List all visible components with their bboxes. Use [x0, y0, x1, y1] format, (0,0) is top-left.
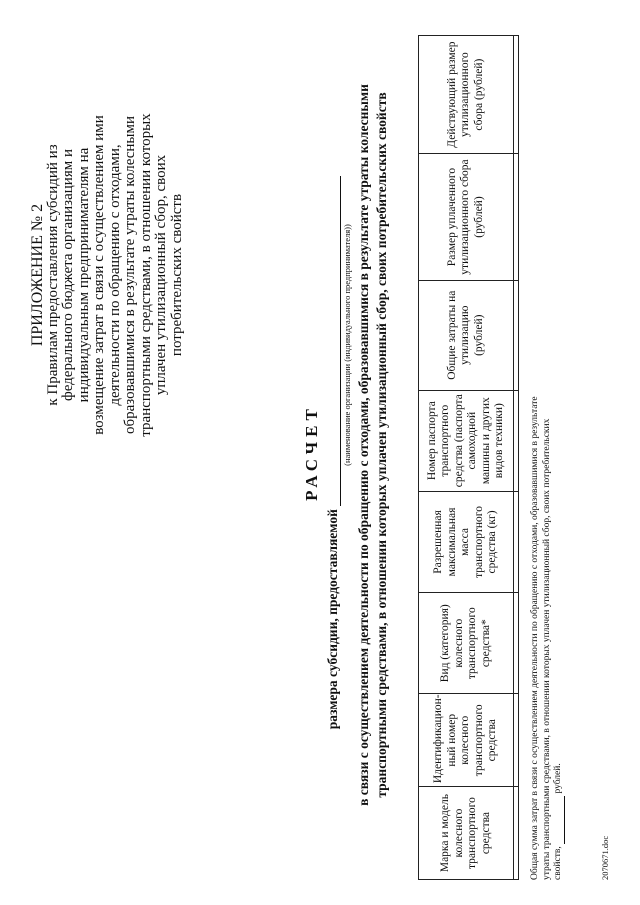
file-number: 2070671.doc	[600, 835, 610, 880]
table-cell	[514, 787, 519, 880]
footer-line-start: свойств,	[553, 846, 563, 880]
table-cell	[514, 491, 519, 592]
organization-name-blank	[328, 176, 341, 506]
heading-line-2-part: в связи с осуществлением деятельности по обращению с отходами, образовавшимися в результате утраты колесными	[356, 84, 371, 806]
appendix-line: индивидуальным предпринимателям на	[75, 147, 92, 403]
heading-line-2	[355, 15, 391, 875]
organization-name-note: (наименование организации (индивидуального предпринимателя))	[342, 224, 352, 466]
footer-line: Общая сумма затрат в связи с осуществлением деятельности по обращению с отходами, образовавшимися в результате	[530, 396, 540, 880]
appendix-line: образовавшимися в результате утраты колесными	[122, 115, 138, 435]
table-cell	[514, 390, 519, 491]
appendix-number: ПРИЛОЖЕНИЕ № 2	[29, 203, 46, 347]
total-sum-statement	[530, 335, 565, 880]
appendix-line: возмещение затрат в связи с осуществлением ими	[91, 115, 107, 435]
table-cell	[514, 694, 519, 787]
footer-line-end: рублей.	[553, 763, 563, 794]
appendix-line: федерального бюджета организациям и	[60, 149, 76, 401]
table-header-row	[419, 36, 514, 880]
calculation-table	[418, 35, 519, 880]
table-cell	[514, 36, 519, 154]
appendix-line: потребительских свойств	[168, 193, 185, 357]
table-cell	[514, 154, 519, 281]
column-header: Идентификацион-ный номер колесного транспортного средства	[419, 694, 514, 787]
appendix-line: уплачен утилизационный сбор, своих	[153, 154, 169, 396]
column-header: Действующий размер утилизационного сбора (рублей)	[419, 36, 514, 154]
appendix-line: деятельности по обращению с отходами,	[106, 144, 123, 406]
footer-line	[553, 335, 565, 880]
column-header: Номер паспорта транспортного средства (паспорта самоходной машины и других видов техники)	[419, 390, 514, 491]
appendix-line: к Правилам предоставления субсидий из	[44, 144, 61, 406]
heading-line-1	[325, 0, 341, 905]
table-cell	[514, 593, 519, 694]
appendix-line: транспортными средствами, в отношении которых	[137, 113, 154, 437]
footer-line: утраты транспортными средствами, в отношении которых уплачен утилизационный сбор, своих потребительских	[541, 418, 552, 880]
column-header: Разрешенная максимальная масса транспортного средства (кг)	[419, 491, 514, 592]
column-header: Общие затраты на утилизацию (рублей)	[419, 280, 514, 390]
heading-line-2-part: транспортными средствами, в отношении которых уплачен утилизационный сбор, своих потребительских свойств	[374, 92, 389, 798]
heading-line-1-text: размера субсидии, предоставляемой	[325, 509, 340, 730]
column-header: Размер уплаченного утилизационного сбора (рублей)	[419, 154, 514, 281]
appendix-block	[30, 40, 185, 510]
total-sum-blank	[555, 796, 565, 844]
document-title: РАСЧЕТ	[302, 404, 321, 501]
column-header: Марка и модель колесного транспортного средства	[419, 787, 514, 880]
column-header: Вид (категория) колесного транспортного средства*	[419, 593, 514, 694]
table-row	[514, 36, 519, 880]
table-cell	[514, 280, 519, 390]
